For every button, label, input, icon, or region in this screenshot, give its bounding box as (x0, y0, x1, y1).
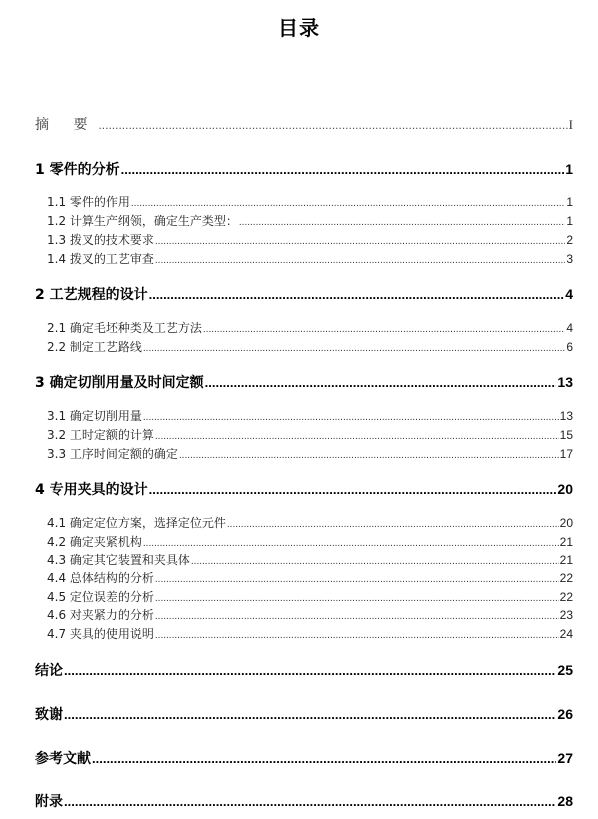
toc-section-1-1[interactable] (47, 194, 573, 210)
dot-leader (64, 792, 556, 812)
toc-section-3-2[interactable] (47, 427, 573, 443)
toc-chapter-label: 3 确定切削用量及时间定额 (35, 375, 204, 391)
dot-leader (92, 749, 556, 769)
toc-entry-label: 摘 要 (35, 117, 98, 133)
toc-section-page: 2 (566, 233, 573, 247)
dot-leader (155, 591, 559, 607)
dot-leader (143, 341, 565, 357)
toc-chapter-page: 1 (565, 161, 573, 177)
toc-chapter-label: 致谢 (35, 707, 63, 723)
toc-section-4-1[interactable] (47, 515, 573, 531)
dot-leader (155, 234, 565, 250)
toc-section-label: 3.3 工序时间定额的确定 (47, 447, 178, 461)
toc-section-label: 3.2 工时定额的计算 (47, 428, 154, 442)
dot-leader (203, 322, 565, 338)
toc-chapter-page: 25 (557, 662, 573, 678)
toc-chapter-label: 参考文献 (35, 751, 91, 767)
toc-section-label: 1.3 拨叉的技术要求 (47, 233, 154, 247)
toc-section-page: 4 (566, 321, 573, 335)
toc-section-label: 2.2 制定工艺路线 (47, 340, 142, 354)
toc-section-4-6[interactable] (47, 607, 573, 623)
page-title: 目录 (278, 16, 320, 40)
dot-leader (143, 410, 559, 426)
toc-section-page: 22 (559, 590, 573, 604)
dot-leader (155, 429, 559, 445)
toc-section-label: 1.4 拨叉的工艺审查 (47, 252, 154, 266)
toc-section-label: 4.2 确定夹紧机构 (47, 535, 142, 549)
toc-section-label: 2.1 确定毛坯种类及工艺方法 (47, 321, 202, 335)
toc-section-label: 4.1 确定定位方案，选择定位元件 (47, 516, 226, 530)
toc-section-3-1[interactable] (47, 408, 573, 424)
dot-leader (64, 705, 556, 725)
toc-section-page: 1 (566, 195, 573, 209)
toc-section-3-3[interactable] (47, 446, 573, 462)
toc-section-label: 4.6 对夹紧力的分析 (47, 608, 154, 622)
toc-chapter-page: 20 (557, 481, 573, 497)
dot-leader (155, 609, 559, 625)
dot-leader (227, 517, 559, 533)
toc-section-page: 1 (566, 214, 573, 228)
dot-leader (239, 215, 565, 231)
toc-section-label: 4.3 确定其它装置和夹具体 (47, 553, 190, 567)
toc-section-page: 20 (559, 516, 573, 530)
toc-chapter-1[interactable] (35, 159, 573, 179)
toc-section-4-3[interactable] (47, 552, 573, 568)
toc-chapter-label: 1 零件的分析 (35, 162, 120, 178)
toc-entry-abstract[interactable] (35, 115, 573, 135)
toc-references[interactable] (35, 748, 573, 768)
toc-section-label: 4.4 总体结构的分析 (47, 571, 154, 585)
dot-leader (64, 661, 556, 681)
dot-leader (143, 536, 559, 552)
toc-section-4-4[interactable] (47, 570, 573, 586)
dot-leader (155, 253, 565, 269)
toc-appendix[interactable] (35, 791, 573, 811)
toc-section-page: 23 (559, 608, 573, 622)
toc-section-4-2[interactable] (47, 534, 573, 550)
toc-section-page: 24 (559, 627, 573, 641)
dot-leader (131, 196, 565, 212)
toc-section-2-1[interactable] (47, 320, 573, 336)
toc-chapter-2[interactable] (35, 284, 573, 304)
dot-leader (149, 285, 565, 305)
toc-section-4-5[interactable] (47, 589, 573, 605)
dot-leader (149, 480, 557, 500)
dot-leader (179, 448, 559, 464)
toc-chapter-label: 附录 (35, 794, 63, 810)
toc-section-page: 21 (559, 553, 573, 567)
toc-section-label: 1.1 零件的作用 (47, 195, 130, 209)
toc-chapter-4[interactable] (35, 479, 573, 499)
toc-section-1-4[interactable] (47, 251, 573, 267)
toc-acknowledgements[interactable] (35, 704, 573, 724)
dot-leader (205, 373, 557, 393)
toc-section-page: 22 (559, 571, 573, 585)
toc-section-1-3[interactable] (47, 232, 573, 248)
toc-chapter-label: 2 工艺规程的设计 (35, 287, 148, 303)
toc-chapter-label: 4 专用夹具的设计 (35, 482, 148, 498)
toc-section-page: 21 (559, 535, 573, 549)
toc-chapter-page: 4 (565, 286, 573, 302)
toc-section-label: 4.7 夹具的使用说明 (47, 627, 154, 641)
toc-section-page: 13 (559, 409, 573, 423)
toc-chapter-page: 13 (557, 374, 573, 390)
toc-section-4-7[interactable] (47, 626, 573, 642)
toc-section-label: 4.5 定位误差的分析 (47, 590, 154, 604)
toc-section-2-2[interactable] (47, 339, 573, 355)
dot-leader (98, 115, 567, 135)
toc-section-label: 3.1 确定切削用量 (47, 409, 142, 423)
toc-section-page: 15 (559, 428, 573, 442)
dot-leader (155, 572, 559, 588)
toc-section-page: 6 (566, 340, 573, 354)
toc-chapter-label: 结论 (35, 663, 63, 679)
toc-chapter-3[interactable] (35, 372, 573, 392)
toc-chapter-page: 28 (557, 793, 573, 809)
dot-leader (121, 160, 565, 180)
toc-section-1-2[interactable] (47, 213, 573, 229)
dot-leader (191, 554, 559, 570)
toc-entry-page: I (568, 117, 573, 132)
toc-conclusion[interactable] (35, 660, 573, 680)
toc-chapter-page: 26 (557, 706, 573, 722)
toc-section-page: 17 (559, 447, 573, 461)
toc-section-page: 3 (566, 252, 573, 266)
dot-leader (155, 628, 559, 644)
toc-chapter-page: 27 (557, 750, 573, 766)
toc-section-label: 1.2 计算生产纲领，确定生产类型： (47, 214, 238, 228)
